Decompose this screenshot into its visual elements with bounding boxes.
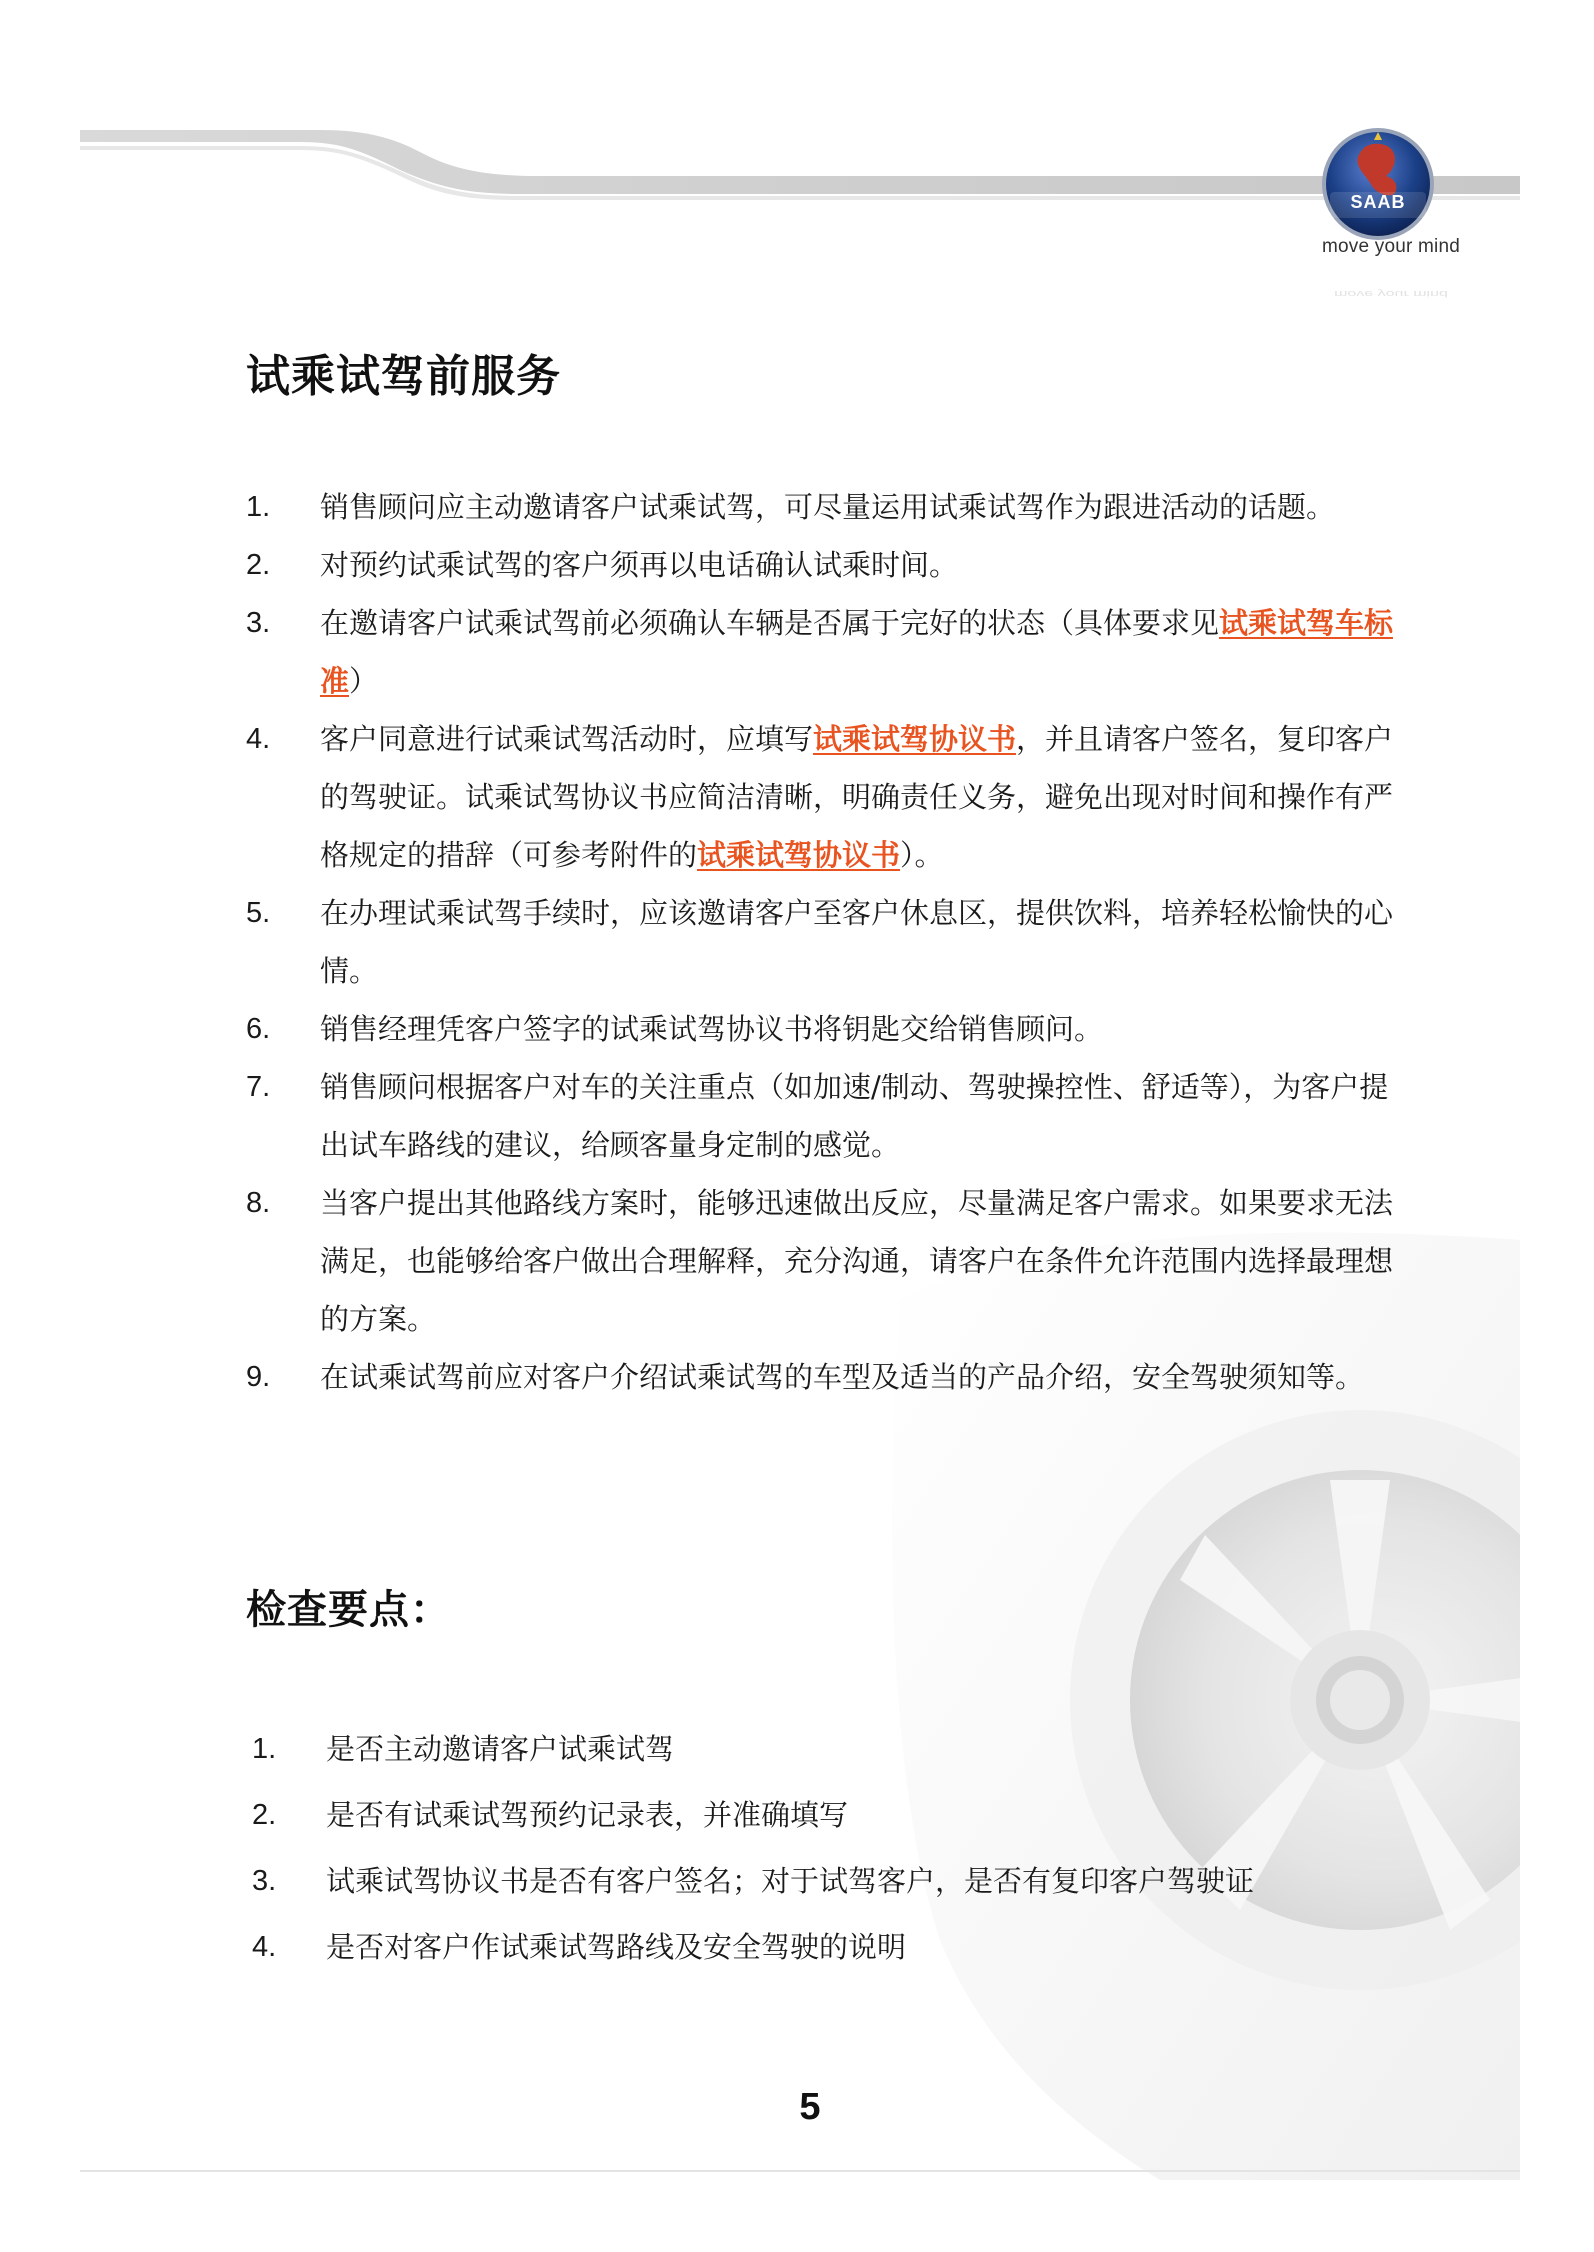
checkpoints-list [252,1716,1422,1980]
list-item [252,1914,1422,1980]
item-number: 3. [252,1865,277,1897]
item-text-segment: 销售顾问应主动邀请客户试乘试驾，可尽量运用试乘试驾作为跟进活动的话题。 [320,490,1336,524]
item-text-segment: 销售顾问根据客户对车的关注重点（如加速/制动、驾驶操控性、舒适等），为客户提出试车路线的建议，给顾客量身定制的感觉。 [320,1070,1389,1162]
item-text-segment: 当客户提出其他路线方案时，能够迅速做出反应，尽量满足客户需求。如果要求无法满足，也能够给客户做出合理解释，充分沟通，请客户在条件允许范围内选择最理想的方案。 [320,1186,1394,1336]
list-item [246,884,1416,1000]
item-number: 7. [246,1071,271,1103]
item-number: 1. [252,1733,277,1765]
list-item [252,1716,1422,1782]
item-text: 试乘试驾协议书是否有客户签名；对于试驾客户，是否有复印客户驾驶证 [326,1864,1255,1898]
item-text [320,536,1416,594]
item-text: 是否主动邀请客户试乘试驾 [326,1732,675,1766]
list-item [252,1848,1422,1914]
item-text-segment: 销售经理凭客户签字的试乘试驾协议书将钥匙交给销售顾问。 [320,1012,1104,1046]
pre-test-drive-service-list [246,478,1416,1406]
item-text [320,1058,1416,1174]
item-text-segment: 在试乘试驾前应对客户介绍试乘试驾的车型及适当的产品介绍，安全驾驶须知等。 [320,1360,1365,1394]
item-text-segment: 在办理试乘试驾手续时，应该邀请客户至客户休息区，提供饮料，培养轻松愉快的心情。 [320,896,1394,988]
logo-wordmark: SAAB [1350,192,1406,212]
item-number: 8. [246,1187,271,1219]
list-item [246,710,1416,884]
item-text [320,884,1416,1000]
item-number: 2. [246,549,271,581]
list-item [246,1000,1416,1058]
brand-tagline-reflection: move your mind [1334,288,1448,298]
list-item [246,1058,1416,1174]
document-link[interactable]: 试乘试驾协议书 [697,838,901,872]
item-text: 是否对客户作试乘试驾路线及安全驾驶的说明 [326,1930,907,1964]
item-text-segment: ） [349,664,379,698]
item-text-segment: 对预约试乘试驾的客户须再以电话确认试乘时间。 [320,548,959,582]
list-item [252,1782,1422,1848]
list-item [246,594,1416,710]
item-text [320,1174,1416,1348]
item-text-segment: ）。 [900,838,944,872]
list-item [246,1348,1416,1406]
item-number: 6. [246,1013,271,1045]
list-item [246,1174,1416,1348]
item-number: 9. [246,1361,271,1393]
item-text-segment: 在邀请客户试乘试驾前必须确认车辆是否属于完好的状态（具体要求见 [320,606,1220,640]
document-link[interactable]: 试乘试驾车标准 [320,606,1394,698]
document-link[interactable]: 试乘试驾协议书 [813,722,1017,756]
page-number: 5 [799,2086,821,2128]
item-text: 是否有试乘试驾预约记录表，并准确填写 [326,1798,849,1832]
item-text-segment: ，并且请客户签名，复印客户的驾驶证。试乘试驾协议书应简洁清晰，明确责任义务，避免出现对时间和操作有严格规定的措辞（可参考附件的 [320,722,1394,872]
item-number: 2. [252,1799,277,1831]
section-title-pre-test-drive-service: 试乘试驾前服务 [246,351,561,402]
item-text [320,594,1416,710]
item-number: 4. [246,723,271,755]
item-number: 5. [246,897,271,929]
section-title-checkpoints: 检查要点： [246,1587,451,1633]
item-text [320,710,1416,884]
list-item [246,536,1416,594]
footer-divider [80,2170,1520,2172]
item-number: 4. [252,1931,277,1963]
item-number: 1. [246,491,271,523]
item-text-segment: 客户同意进行试乘试驾活动时，应填写 [320,722,814,756]
item-text [320,1000,1416,1058]
list-item [246,478,1416,536]
item-number: 3. [246,607,271,639]
brand-tagline: move your mind [1322,236,1460,257]
item-text [320,1348,1416,1406]
item-text [320,478,1416,536]
